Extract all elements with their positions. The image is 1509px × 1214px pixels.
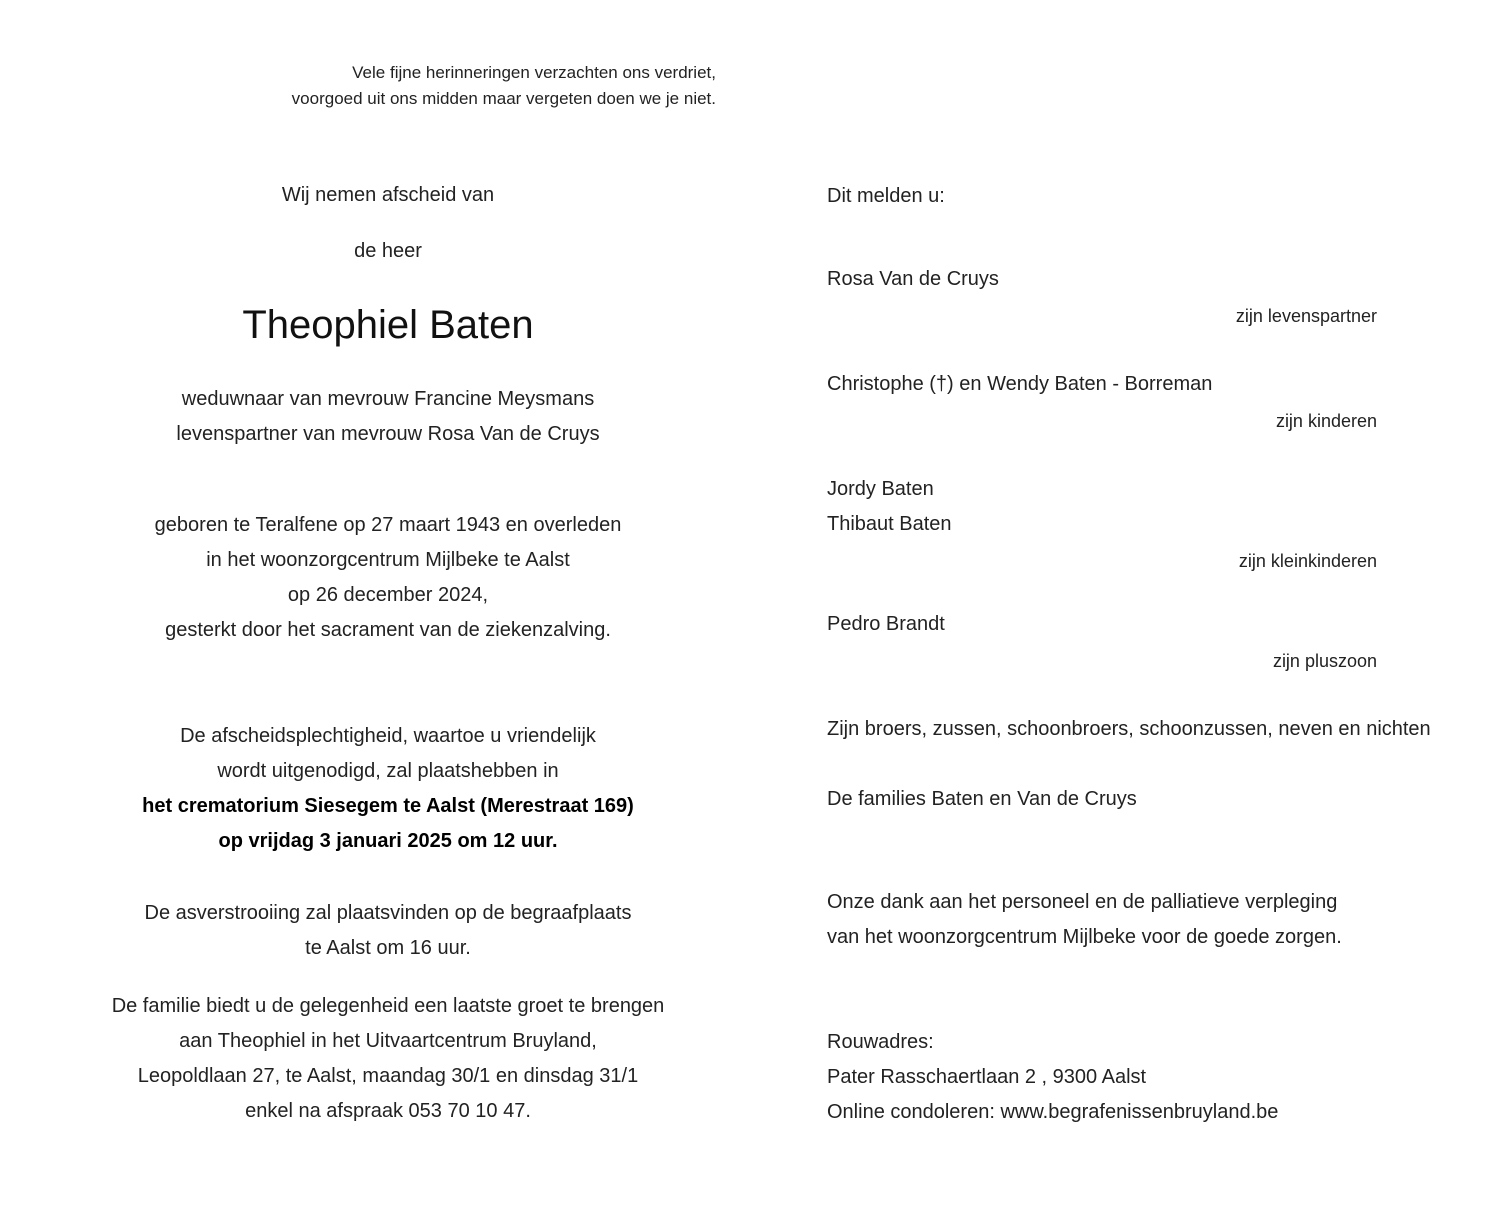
visitation-line: Leopoldlaan 27, te Aalst, maandag 30/1 en dinsdag 31/1	[137, 1065, 639, 1087]
birth-line: op 26 december 2024,	[287, 584, 489, 606]
family-member-name: Pedro Brandt	[827, 613, 945, 635]
intro-text: Wij nemen afscheid van	[281, 184, 495, 206]
family-relation: zijn kinderen	[1275, 411, 1377, 431]
thanks-line: Onze dank aan het personeel en de palliatieve verpleging	[827, 891, 1338, 913]
ceremony-line: De afscheidsplechtigheid, waartoe u vriendelijk	[180, 725, 596, 747]
visitation-line: enkel na afspraak 053 70 10 47.	[245, 1100, 531, 1122]
family-member-name: Jordy Baten	[827, 478, 934, 500]
visitation-block	[60, 989, 716, 1129]
relation-line: levenspartner van mevrouw Rosa Van de Cruys	[176, 423, 600, 445]
birth-line: geboren te Teralfene op 27 maart 1943 en overleden	[154, 514, 622, 536]
relations-block	[60, 382, 716, 452]
visitation-line: aan Theophiel in het Uitvaartcentrum Bruyland,	[179, 1030, 597, 1052]
quote-line: Vele fijne herinneringen verzachten ons verdriet,	[352, 63, 716, 82]
ceremony-location: het crematorium Siesegem te Aalst (Merestraat 169)	[142, 795, 634, 817]
condolence-link[interactable]: Online condoleren: www.begrafenissenbruyland.be	[827, 1101, 1279, 1123]
scattering-block	[60, 896, 716, 966]
family-relation: zijn kleinkinderen	[1238, 551, 1377, 571]
thanks-line: van het woonzorgcentrum Mijlbeke voor de goede zorgen.	[827, 926, 1342, 948]
address-street: Pater Rasschaertlaan 2 , 9300 Aalst	[827, 1066, 1147, 1088]
extended-family: Zijn broers, zussen, schoonbroers, schoonzussen, neven en nichten	[827, 718, 1431, 740]
family-member-name: Thibaut Baten	[827, 513, 952, 535]
visitation-line: De familie biedt u de gelegenheid een laatste groet te brengen	[111, 995, 665, 1017]
birth-line: gesterkt door het sacrament van de ziekenzalving.	[165, 619, 611, 641]
address-block	[827, 1025, 1278, 1130]
ceremony-block	[60, 719, 716, 859]
scattering-line: te Aalst om 16 uur.	[305, 937, 471, 959]
family-member-name: Christophe (†) en Wendy Baten - Borreman	[827, 373, 1213, 395]
family-member-name: Rosa Van de Cruys	[827, 268, 999, 290]
families-line: De families Baten en Van de Cruys	[827, 788, 1137, 810]
deceased-name: Theophiel Baten	[242, 303, 534, 347]
ceremony-datetime: op vrijdag 3 januari 2025 om 12 uur.	[218, 830, 558, 852]
address-label: Rouwadres:	[827, 1031, 934, 1053]
announcement-intro: Dit melden u:	[827, 185, 945, 207]
thanks-block	[827, 885, 1342, 955]
relation-line: weduwnaar van mevrouw Francine Meysmans	[181, 388, 595, 410]
birth-line: in het woonzorgcentrum Mijlbeke te Aalst	[206, 549, 570, 571]
family-relation: zijn pluszoon	[1272, 651, 1377, 671]
birth-death-block	[60, 508, 716, 648]
quote-line: voorgoed uit ons midden maar vergeten doen we je niet.	[291, 89, 716, 108]
memorial-quote	[100, 60, 716, 112]
ceremony-line: wordt uitgenodigd, zal plaatshebben in	[217, 760, 559, 782]
scattering-line: De asverstrooiing zal plaatsvinden op de begraafplaats	[144, 902, 632, 924]
family-relation: zijn levenspartner	[1235, 306, 1377, 326]
honorific: de heer	[354, 240, 422, 262]
